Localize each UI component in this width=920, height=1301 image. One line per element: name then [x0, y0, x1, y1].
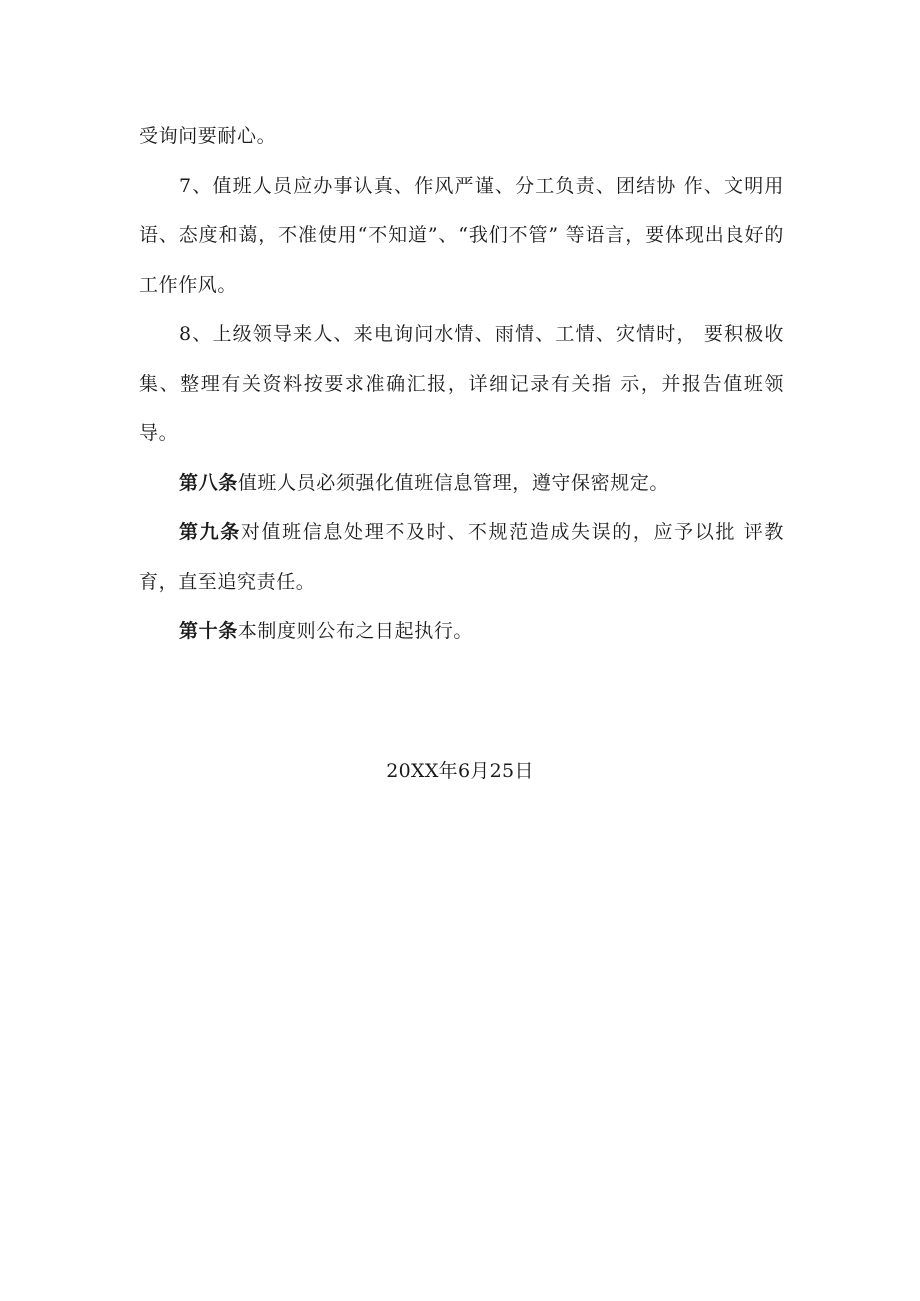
article-number: 第十条 [179, 620, 238, 642]
article-9 [139, 508, 784, 607]
article-number: 第九条 [179, 521, 241, 543]
paragraph-item-8 [139, 310, 784, 459]
article-number: 第八条 [179, 471, 238, 494]
paragraph-text: 受询问要耐心。 [139, 125, 277, 147]
article-text: 值班人员必须强化值班信息管理，遵守保密规定。 [237, 471, 670, 494]
document-date: 20XX年6月25日 [386, 760, 534, 782]
paragraph-text: 7、值班人员应办事认真、作风严谨、分工负责、团结协 作、文明用语、态度和蔼，不准使用“不知道”、“我们不管” 等语言，要体现出良好的工作作风。 [139, 174, 784, 296]
paragraph-continuation [139, 112, 784, 162]
article-text: 本制度则公布之日起执行。 [237, 620, 474, 642]
paragraph-text: 8、上级领导来人、来电询问水情、雨情、工情、灾情时， 要积极收集、整理有关资料按要求准确汇报，详细记录有关指 示，并报告值班领导。 [139, 323, 784, 444]
article-8 [139, 459, 784, 509]
paragraph-item-7 [139, 162, 784, 311]
document-body [139, 112, 784, 657]
article-text: 对值班信息处理不及时、不规范造成失误的，应予以批 评教育，直至追究责任。 [139, 521, 784, 593]
article-10 [139, 607, 784, 657]
